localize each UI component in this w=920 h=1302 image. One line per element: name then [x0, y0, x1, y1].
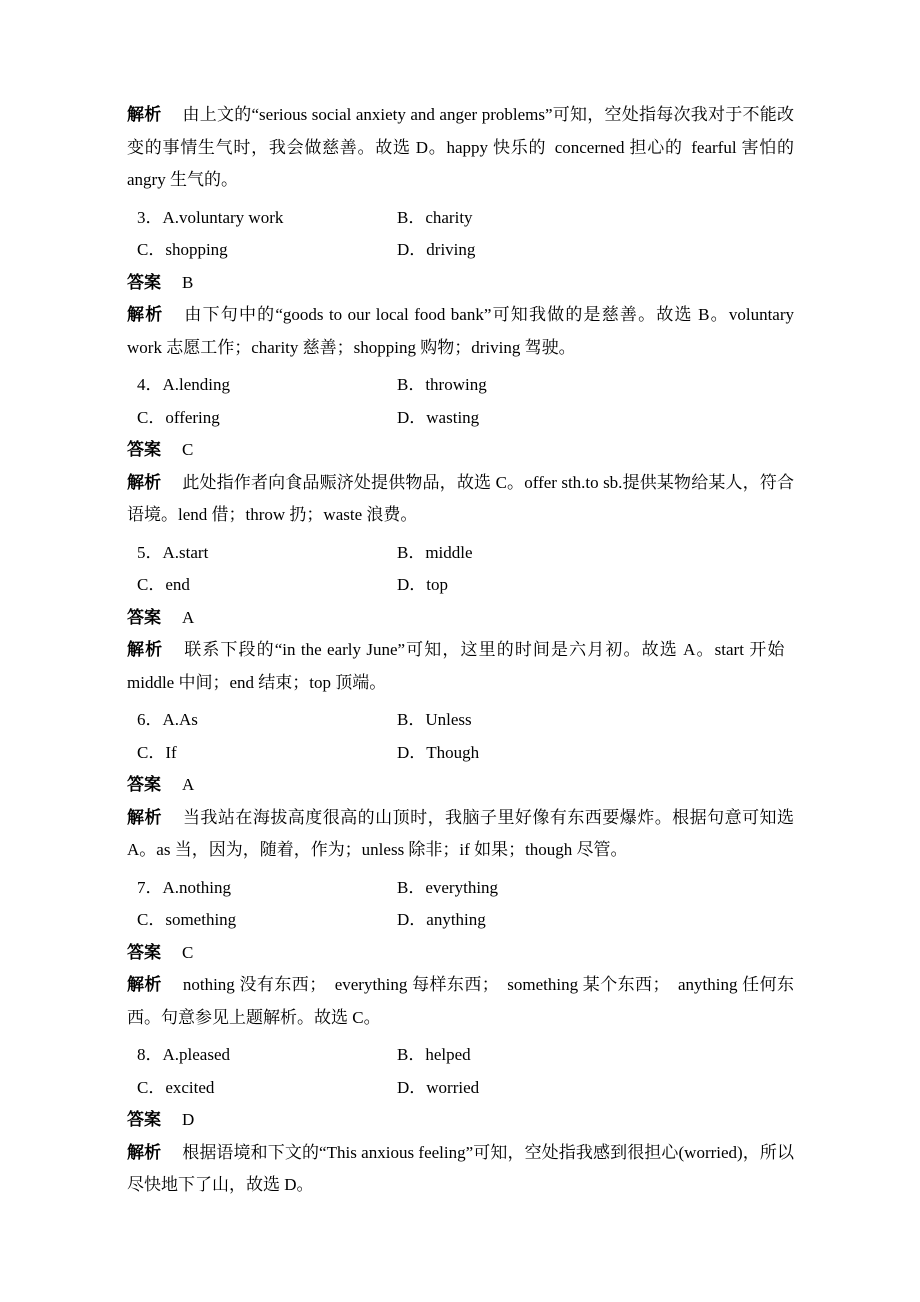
- explanation-text: 联系下段的“in the early June”可知，这里的时间是六月初。故选 A。start 开始 middle 中间；end 结束；top 顶端。: [127, 640, 794, 692]
- option-a: [137, 872, 397, 905]
- options-row-cd: [127, 234, 794, 267]
- question-4: [127, 369, 794, 532]
- question-7: [127, 872, 794, 1035]
- options-row-ab: [127, 537, 794, 570]
- answer-row: [127, 434, 794, 467]
- explanation-label: 解析: [127, 1142, 162, 1162]
- option-c: C．If: [137, 742, 177, 762]
- option-a: [137, 537, 397, 570]
- option-a-text: A.As: [162, 710, 198, 729]
- explanation: [127, 802, 794, 867]
- options-row-ab: [127, 704, 794, 737]
- options-row-cd: [127, 904, 794, 937]
- option-c: C．shopping: [137, 240, 228, 259]
- explanation-label: 解析: [127, 105, 162, 124]
- option-d: D．driving: [397, 240, 476, 259]
- question-5: [127, 537, 794, 700]
- explanation-text: 根据语境和下文的“This anxious feeling”可知，空处指我感到很担心(worried)，所以尽快地下了山，故选 D。: [127, 1142, 795, 1194]
- explanation-text: 当我站在海拔高度很高的山顶时，我脑子里好像有东西要爆炸。根据句意可知选 A。as 当，因为，随着，作为；unless 除非；if 如果；though 尽管。: [127, 807, 795, 859]
- options-row-cd: [127, 737, 794, 770]
- option-d: D．Though: [397, 742, 480, 762]
- option-a-text: A.voluntary work: [162, 207, 284, 227]
- explanation-text: nothing 没有东西； everything 每样东西； something 某个东西； anything 任何东西。句意参见上题解析。故选 C。: [127, 975, 795, 1027]
- options-row-cd: [127, 1072, 794, 1105]
- answer-row: [127, 1104, 794, 1137]
- answer-value: D: [182, 1110, 195, 1129]
- option-d: D．wasting: [397, 407, 480, 427]
- explanation-text: 此处指作者向食品赈济处提供物品，故选 C。offer sth.to sb.提供某物给某人，符合语境。lend 借；throw 扔；waste 浪费。: [127, 472, 795, 524]
- question-3: [127, 202, 794, 365]
- explanation-text: 由下句中的“goods to our local food bank”可知我做的是慈善。故选 B。voluntary work 志愿工作；charity 慈善；shopping 购物；driving 驾驶。: [127, 305, 795, 357]
- explanation: [127, 1137, 794, 1202]
- explanation-label: 解析: [127, 975, 162, 994]
- question-number: 4．: [137, 375, 163, 394]
- question-number: 8．: [137, 1045, 163, 1064]
- answer-label: 答案: [127, 775, 161, 794]
- answer-label: 答案: [127, 440, 161, 459]
- lead-explanation: [127, 99, 811, 197]
- option-b: B．middle: [397, 542, 473, 562]
- question-number: 7．: [137, 877, 163, 897]
- explanation-label: 解析: [127, 807, 162, 827]
- question-number: 6．: [137, 710, 163, 729]
- options-row-ab: [127, 1039, 794, 1072]
- answer-row: [127, 602, 794, 635]
- question-6: [127, 704, 794, 867]
- option-a: [137, 202, 397, 235]
- lead-explanation-text: 由上文的“serious social anxiety and anger problems”可知，空处指每次我对于不能改变的事情生气时，我会做慈善。故选 D。happy 快乐的 concerned 担心的 fearful 害怕的 angry 生气的。: [127, 105, 811, 189]
- options-row-ab: [127, 872, 794, 905]
- option-b: B．Unless: [397, 710, 472, 729]
- answer-label: 答案: [127, 272, 161, 292]
- answer-label: 答案: [127, 942, 161, 962]
- option-a-text: A.nothing: [162, 877, 231, 897]
- explanation-label: 解析: [127, 472, 162, 492]
- explanation: [127, 299, 794, 364]
- answer-label: 答案: [127, 607, 161, 627]
- explanation: [127, 634, 794, 699]
- option-d: D．top: [397, 575, 448, 594]
- document-content: [127, 99, 811, 1202]
- answer-value: C: [182, 942, 194, 962]
- answer-row: [127, 267, 794, 300]
- answer-row: [127, 937, 794, 970]
- answer-label: 答案: [127, 1110, 161, 1129]
- explanation-label: 解析: [127, 305, 164, 324]
- answer-value: A: [182, 775, 195, 794]
- option-b: B．helped: [397, 1045, 471, 1064]
- option-a: [137, 369, 397, 402]
- answer-value: B: [182, 272, 194, 292]
- question-number: 3．: [137, 207, 163, 227]
- option-a: [137, 704, 397, 737]
- option-c: C．excited: [137, 1077, 215, 1097]
- question-number: 5．: [137, 542, 163, 562]
- options-row-cd: [127, 402, 794, 435]
- question-8: [127, 1039, 794, 1202]
- option-b: B．charity: [397, 207, 473, 227]
- options-row-ab: [127, 369, 794, 402]
- option-c: C．something: [137, 910, 237, 929]
- option-c: C．offering: [137, 407, 220, 427]
- option-c: C．end: [137, 575, 190, 594]
- options-row-cd: [127, 569, 794, 602]
- option-b: B．everything: [397, 877, 499, 897]
- option-a-text: A.start: [162, 542, 209, 562]
- explanation-label: 解析: [127, 640, 164, 659]
- answer-row: [127, 769, 794, 802]
- option-a: [137, 1039, 397, 1072]
- option-d: D．anything: [397, 910, 486, 929]
- explanation: [127, 969, 794, 1034]
- option-b: B．throwing: [397, 375, 487, 394]
- option-a-text: A.pleased: [162, 1045, 231, 1064]
- options-row-ab: [127, 202, 794, 235]
- answer-value: A: [182, 607, 195, 627]
- answer-value: C: [182, 440, 194, 459]
- explanation: [127, 467, 794, 532]
- option-a-text: A.lending: [162, 375, 231, 394]
- option-d: D．worried: [397, 1077, 480, 1097]
